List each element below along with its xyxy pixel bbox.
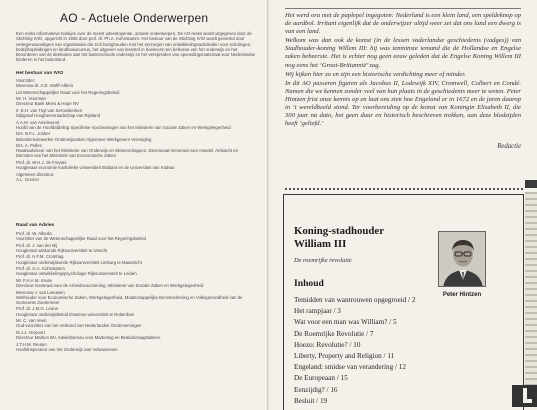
- advice-heading: Raad van Advies: [16, 223, 55, 228]
- member-name: Prof. dr. G.A. Kohnstamm: [16, 266, 65, 272]
- member-role: Dijkgraaf Hoogheemraadschap van Rijnland: [16, 113, 101, 119]
- member-role: Hoogleraar economie Katholieke Universiteit Brabant en de Universiteit van Krakau: [16, 165, 175, 171]
- edge-stripes: [525, 192, 537, 392]
- member-name: Drs. A. Pulles: [16, 143, 42, 149]
- member-name: Prof. dr. J.M.G. Leune: [16, 306, 59, 312]
- member-name: J.T.H.M. Reuten: [16, 341, 47, 347]
- board-heading: Het bestuur van IVIO: [16, 71, 64, 76]
- member-entry: [16, 318, 256, 328]
- member-name: Mr. H. Voorman: [16, 96, 46, 102]
- member-entry: [16, 342, 256, 352]
- member-role: Raadsadviseur van het Ministerie van Onderwijs en Wetenschappen, Directoraat-Generaal voor Handel, Ambacht en Diensten van het Ministerie van Economische Zaken: [16, 148, 239, 159]
- member-entry: [16, 306, 256, 316]
- member-entry: [16, 160, 256, 170]
- member-entry: [16, 231, 256, 241]
- member-name: Ir. E.H. van Tuyl van Serooskerken: [16, 107, 83, 113]
- author-portrait-icon: [439, 232, 486, 287]
- member-role: Mevrouw dr. A.D. Wolff-Albers: [16, 83, 74, 89]
- member-name: Prof. dr. H.F.M. Crombag: [16, 254, 64, 260]
- book-subtitle: De roemrijke revolutie: [294, 257, 352, 264]
- member-entry: [16, 278, 256, 288]
- toc-item[interactable]: Het rampjaar / 3: [294, 307, 341, 316]
- member-name: Mr. C. van Veen: [16, 318, 47, 324]
- member-name: Algemeen directeur:: [16, 171, 55, 177]
- member-role: Hoogleraar wiskunde Rijksuniversiteit te Utrecht: [16, 247, 108, 253]
- member-name: Prof. dr. J. van der Bij: [16, 242, 58, 248]
- contents-box: [283, 194, 524, 410]
- foreword-text: [285, 12, 521, 129]
- member-role: Directeur Bank Mees & Hope NV: [16, 101, 79, 107]
- toc-item[interactable]: Temidden van wantrouwen opgegroeid / 2: [294, 296, 416, 304]
- member-entry: [16, 266, 256, 276]
- table-of-contents: [294, 295, 509, 407]
- member-role: A.L. Greiner: [16, 176, 40, 182]
- member-name: Mevrouw J. van Leeuwen: [16, 289, 65, 295]
- member-entry: [16, 108, 256, 118]
- contents-heading: Inhoud: [294, 278, 324, 289]
- member-role: Hoogleraar onderwijskunde Rijksuniversiteit Limburg te Maastricht: [16, 259, 142, 265]
- page-edge-band: [525, 180, 537, 410]
- member-entry: [16, 131, 256, 141]
- foreword-paragraph-1: Het werd ora met de paplepel ingegoten: Nederland is een klein land, een speldeknop op de aardbol. Irritant eigenlijk dat de onderwijzer altijd weer zei dat ons land een dwerg is van een land.: [285, 12, 521, 36]
- member-entry: [16, 90, 256, 95]
- advice-list: [16, 231, 256, 353]
- member-entry: [16, 78, 256, 88]
- member-entry: [16, 120, 256, 130]
- member-name: Mr. F.H.A.M. Kruse: [16, 277, 53, 283]
- left-page: [0, 0, 267, 410]
- toc-item[interactable]: Wat voor een man was William? / 5: [294, 318, 397, 327]
- member-entry: [16, 254, 256, 264]
- member-name: Prof. dr. W. Albeda: [16, 231, 52, 236]
- author-portrait-photo: [438, 231, 486, 287]
- foreword-paragraph-3: Wij kijken hier zo en zijn een historische verdichting meer of minder.: [285, 70, 466, 78]
- member-entry: [16, 96, 256, 106]
- member-role: Hoogleraar ontwikkelingspsychologie Rijksuniversiteit te Leiden: [16, 271, 137, 277]
- member-entry: [16, 243, 256, 253]
- foreword-signature: Redactie: [497, 143, 521, 150]
- top-rule: [285, 8, 521, 9]
- member-role: Directeur-Generaal voor de Arbeidsvoorziening, Ministerie van Sociale Zaken en Werkgelegenheid: [16, 283, 204, 289]
- member-name: Voorzitter:: [16, 78, 36, 83]
- book-title-line-2: William III: [294, 237, 347, 250]
- member-entry: [16, 143, 256, 159]
- member-name: Drs. B.F.L. Jonker: [16, 131, 51, 137]
- series-title: AO - Actuele Onderwerpen: [60, 11, 209, 25]
- member-entry: [16, 172, 256, 182]
- member-role: Directeur Markon BV, Adviesbureau voor Marketing en Beleidsvraagstukken: [16, 335, 161, 341]
- toc-item[interactable]: Besluit / 19: [294, 396, 328, 405]
- toc-item[interactable]: Liberty, Property and Religion / 11: [294, 352, 395, 361]
- toc-item[interactable]: Hoezo: Revolutie? / 10: [294, 340, 361, 349]
- member-entry: [16, 330, 256, 340]
- member-role: Lid Wetenschappelijke Raad voor het Regeringsbeleid: [16, 89, 120, 95]
- member-role: Beleidsmedewerker Onderwijszaken Algemene Werkgevers Vereniging: [16, 136, 152, 142]
- book-title-line-1: Koning-stadhouder: [294, 225, 384, 237]
- book-title: [294, 225, 384, 250]
- board-list: [16, 78, 256, 183]
- member-role: Hoofd van de Hoofdafdeling Specifieke Voorzieningen van het Ministerie van Sociale Zaken en Werkgelegenheid: [16, 124, 231, 130]
- foreword-paragraph-4: In dit AO passeren figuren als Jacobus II, Lodewijk XIV, Cromwell, Colbert en Condé. Namen die we kennen zonder veel van hun plaats in de geschiedenis meer te weten. Peter Hintzen frist onze kennis op en laat ons zien hoe Engeland er in 1672 en de jaren daarop in ‘t wereldbeeld stond. Ter voorbereiding op de komst van Koningin Elisabeth II, die 300 jaar na dato, het geen duur en historisch beschreven trekken, aan deze bladzijden heeft ‘geliefd.’: [285, 79, 521, 128]
- member-role: Hoofdinspecteur van het Onderwijs aan Volwassenen: [16, 346, 118, 352]
- member-name: Prof. dr. W.H.J. de Freytas: [16, 159, 67, 165]
- publisher-logo-icon: [512, 385, 537, 407]
- member-name: A.A.M. van Amelsvoort: [16, 119, 60, 125]
- dotted-divider: [285, 188, 523, 190]
- series-intro: Een reeks informatieve boekjes over de meest uiteenlopende, actuele onderwerpen. De AO-reeks wordt uitgegeven door de Stichting IVIO, opgericht in 1936 door prof. dr. Ph.A. Kohnstamm. Het bestuur van de Stichting IVIO wordt gevormd door vertegenwoordigers van organisaties die zich bezighouden met het verzorgen van ontwikkelingsactiviteiten voor scholingen, bedrijfsopleidingen en landbouwcursus, het uitgeven van leesstof in boekvorm ten behoeve van het onderwijs en het bevorderen van de deelname aan het buitenschools onderwijs en het verspreiden van opvoedingsmateriaal voor Nederlandse kinderen in het buitenland.: [16, 31, 256, 63]
- member-entry: [16, 290, 256, 306]
- toc-item[interactable]: Engeland: smidse van verandering / 12: [294, 363, 406, 372]
- member-name: M.J.J. Verpoort: [16, 329, 45, 335]
- edge-tab: [525, 180, 537, 188]
- foreword-paragraph-2: Welkom was dan ook de komst (in de lessen vaderlandse geschiedenis (vadges)) van Stadhouder-koning Willem III: hij was tenminste iemand die de Hollandse en Engelse zaken beheerste. Het is echter nog geen eeuw geleden dat de Engelse Koning Willem III nog eens het ‘Groot-Brittannië’ zag.: [285, 37, 521, 69]
- member-role: Oud-voorzitter van het Verbond van Nederlandse Ondernemingen: [16, 323, 142, 329]
- toc-item[interactable]: Eenzijdig? / 16: [294, 385, 338, 394]
- author-caption: Peter Hintzen: [442, 292, 482, 298]
- member-role: Voorzitter van de Wetenschappelijke Raad voor het Regeringsbeleid: [16, 236, 146, 242]
- right-page: [269, 0, 537, 410]
- member-role: Wethouder voor Economische Zaken, Werkgelegenheid, Maatschappelijke Dienstverlening en Volksgezondheid van de Gemeente Zoetermeer: [16, 294, 243, 305]
- toc-item[interactable]: De Europeaan / 15: [294, 374, 348, 383]
- member-role: Hoogleraar onderwijsbeleid Erasmus-universiteit te Rotterdam: [16, 311, 135, 317]
- toc-item[interactable]: De Roemrijke Revolutie / 7: [294, 329, 374, 338]
